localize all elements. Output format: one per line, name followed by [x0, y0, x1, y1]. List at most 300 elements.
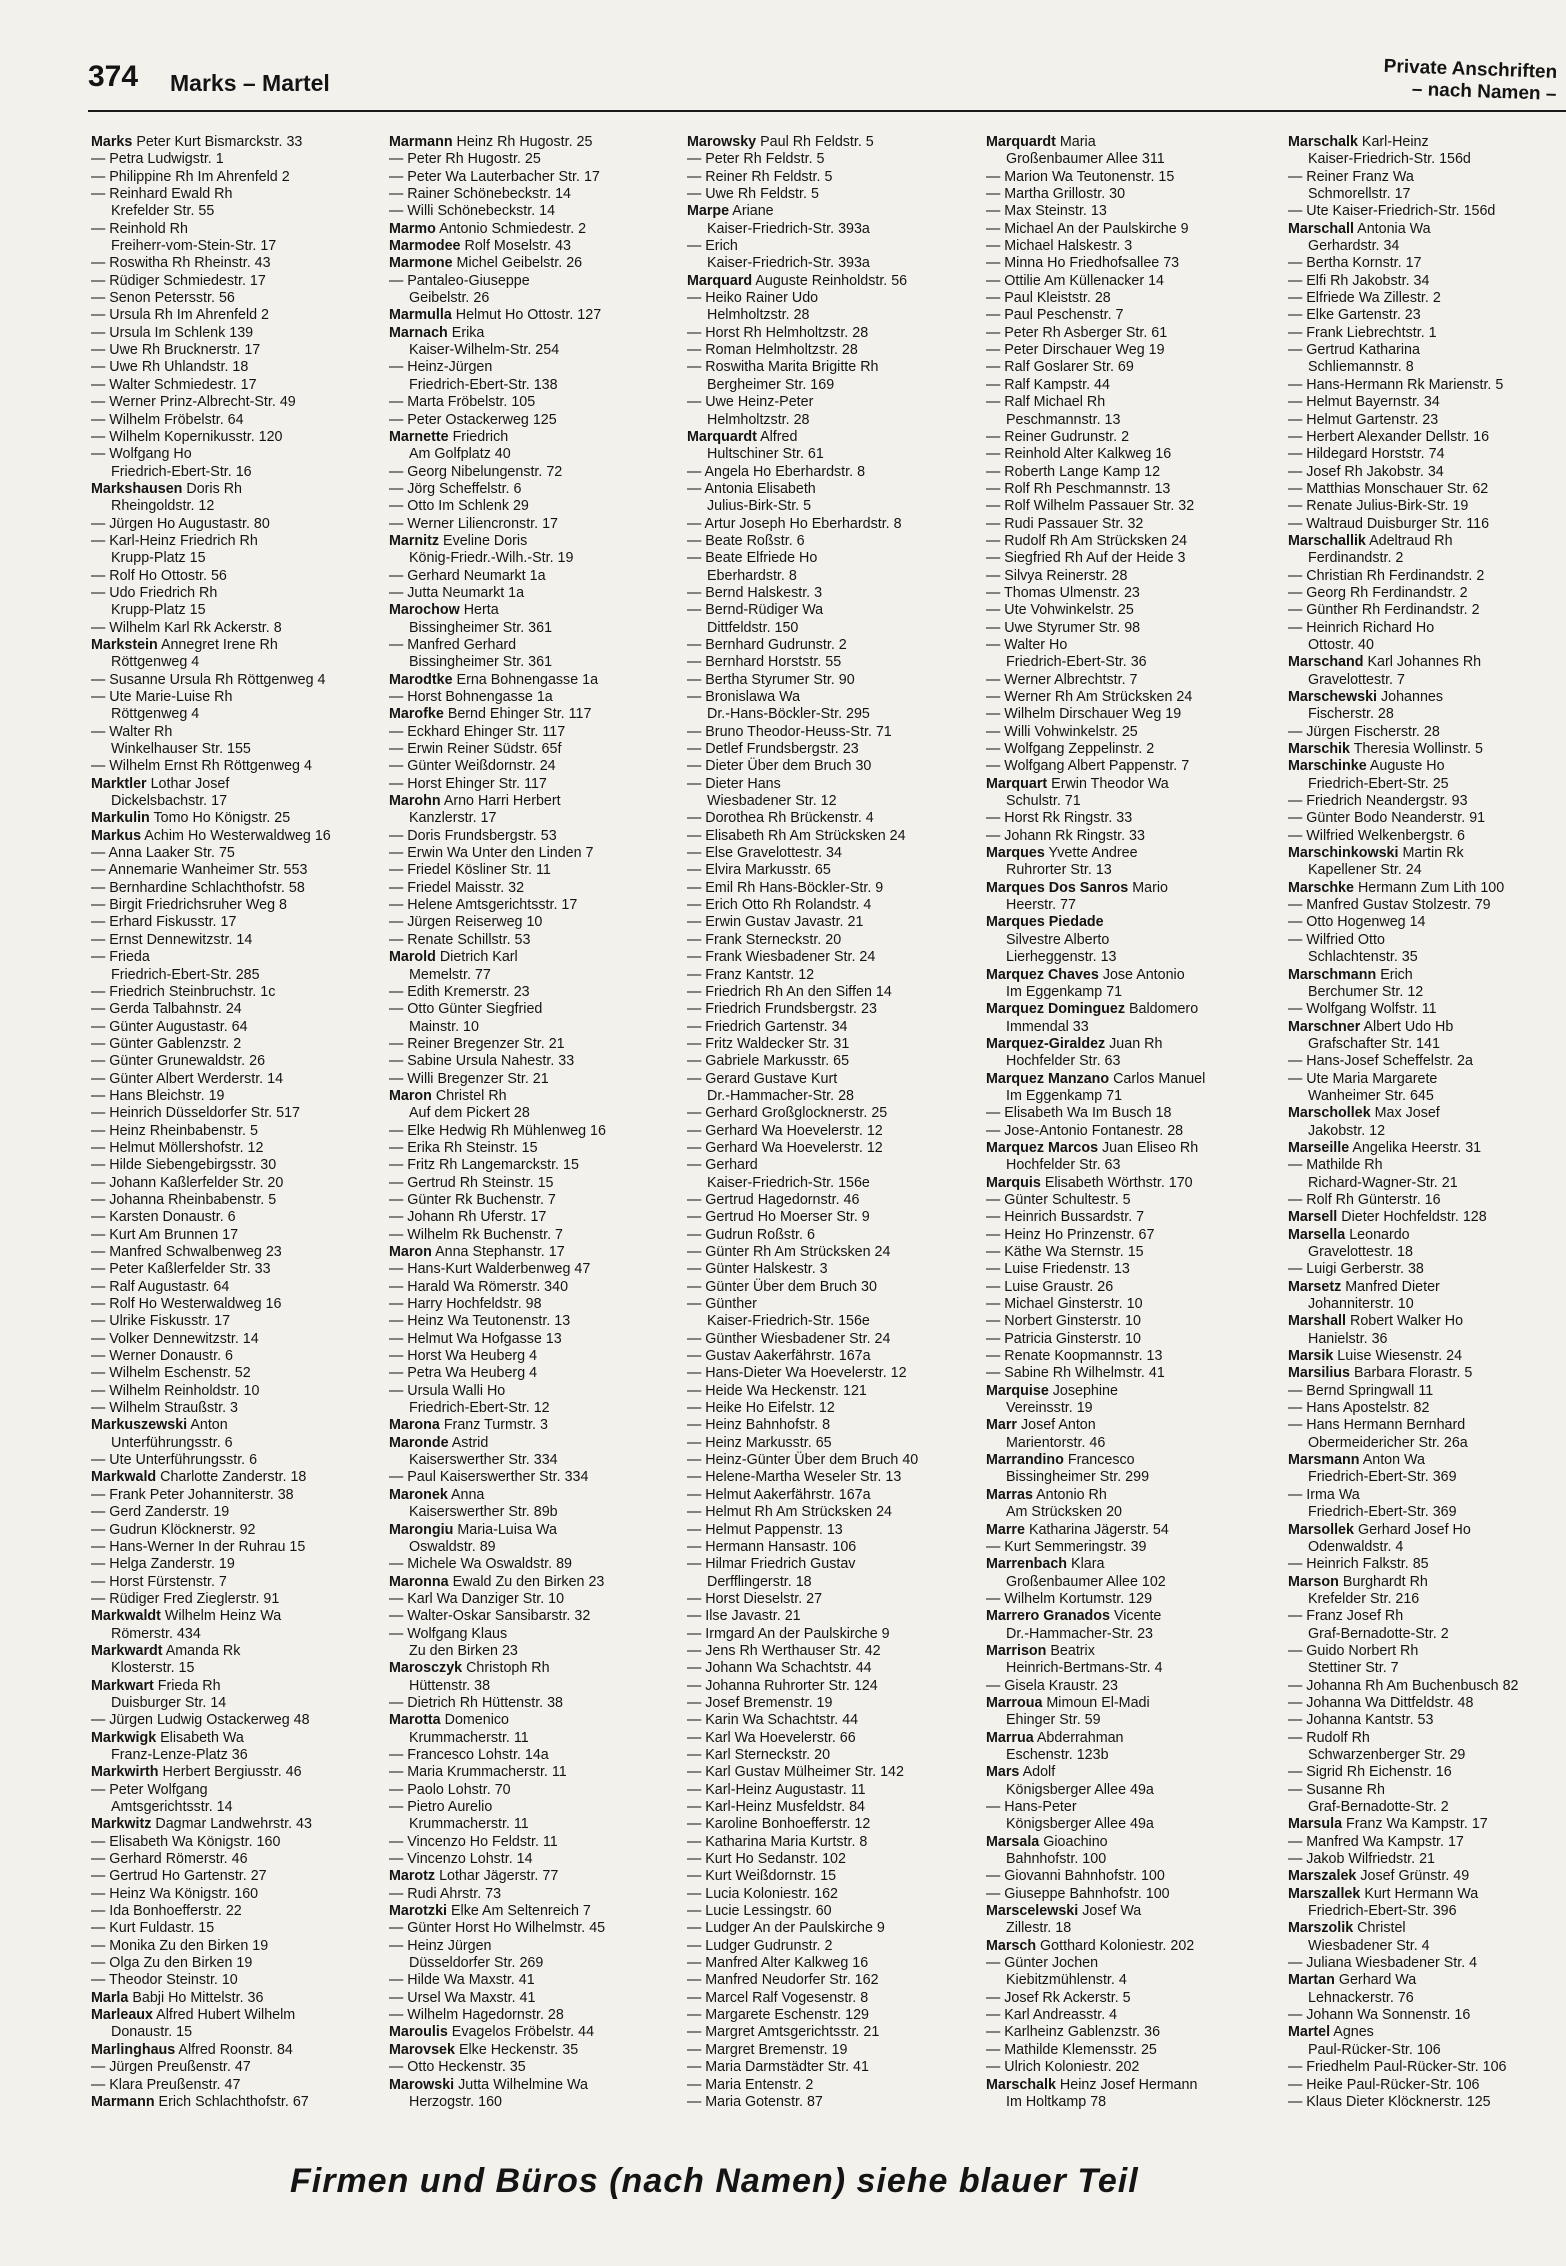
entry-text: — Gertrud Ho Gartenstr. 27	[91, 1868, 267, 1885]
entry-text: — Horst Wa Heuberg 4	[389, 1348, 538, 1365]
entry-text: Antonio Rh	[1036, 1486, 1107, 1503]
entry-text: Frieda Rh	[157, 1677, 221, 1694]
directory-column-2	[389, 134, 689, 2144]
entry-surname: Marosczyk	[389, 1660, 463, 1677]
entry-surname-line	[986, 1903, 1286, 1920]
entry-text: — Beate Elfriede Ho	[687, 550, 818, 567]
entry-surname: Marschinke	[1288, 758, 1367, 775]
entry-line	[986, 1955, 1286, 1972]
entry-line	[91, 169, 391, 186]
directory-column-4	[986, 134, 1286, 2144]
entry-line	[91, 1868, 391, 1885]
entry-text: Domenico	[444, 1712, 509, 1729]
entry-text: — Heinrich Falkstr. 85	[1288, 1556, 1429, 1573]
entry-text: — Heinz Markusstr. 65	[687, 1434, 832, 1451]
entry-line	[687, 1955, 987, 1972]
entry-line	[91, 273, 391, 290]
entry-line	[389, 1920, 689, 1937]
entry-surname: Marleaux	[91, 2007, 153, 2024]
footer-note: Firmen und Büros (nach Namen) siehe blauer Teil	[290, 2162, 1139, 2200]
entry-text: — Paul Kleiststr. 28	[986, 290, 1111, 307]
entry-text: Herbert Bergiusstr. 46	[162, 1764, 302, 1781]
entry-surname-line	[1288, 880, 1566, 897]
entry-text: — Gerhard Neumarkt 1a	[389, 567, 546, 584]
entry-line	[389, 1469, 689, 1486]
entry-text: — Renate Koopmannstr. 13	[986, 1348, 1163, 1365]
entry-text: — Hans-Dieter Wa Hoevelerstr. 12	[687, 1365, 907, 1382]
entry-text: Amanda Rk	[165, 1642, 241, 1659]
entry-line	[986, 429, 1286, 446]
entry-line	[986, 2042, 1286, 2059]
entry-line	[986, 724, 1286, 741]
entry-text: — Ernst Dennewitzstr. 14	[91, 931, 253, 948]
directory-columns	[88, 134, 1566, 2144]
entry-address-line: Berchumer Str. 12	[1308, 983, 1424, 1000]
entry-line	[91, 897, 391, 914]
entry-surname: Markstein	[91, 636, 158, 653]
entry-line	[687, 724, 987, 741]
entry-text: — Ursula Im Schlenk 139	[91, 324, 254, 341]
entry-line	[389, 203, 689, 220]
entry-text: — Günther Wiesbadener Str. 24	[687, 1330, 891, 1347]
entry-text: — Erika Rh Steinstr. 15	[389, 1139, 538, 1156]
entry-line	[91, 932, 391, 949]
entry-surname: Marquez Marcos	[986, 1139, 1099, 1156]
entry-text: — Josef Rk Ackerstr. 5	[986, 1989, 1131, 2006]
entry-text: Annegret Irene Rh	[160, 636, 278, 653]
entry-text: — Georg Rh Ferdinandstr. 2	[1288, 584, 1468, 601]
entry-address-line: Immendal 33	[1006, 1018, 1089, 1035]
entry-address-line: Im Eggenkamp 71	[1006, 983, 1123, 1000]
entry-text: — Monika Zu den Birken 19	[91, 1937, 269, 1954]
entry-text: — Wilhelm Ernst Rh Röttgenweg 4	[91, 758, 312, 775]
entry-text: — Günther Rh Ferdinandstr. 2	[1288, 602, 1480, 619]
entry-surname-line	[389, 1522, 689, 1539]
entry-line	[389, 1036, 689, 1053]
entry-line	[687, 1522, 987, 1539]
entry-line	[91, 1539, 391, 1556]
entry-text: — Gerd Zanderstr. 19	[91, 1504, 230, 1521]
entry-surname: Markwaldt	[91, 1608, 161, 1625]
entry-text: — Friedel Maisstr. 32	[389, 879, 525, 896]
entry-address-line: Grafschafter Str. 141	[1308, 1035, 1440, 1052]
entry-line	[687, 1157, 987, 1174]
entry-text: — Wolfgang Albert Pappenstr. 7	[986, 758, 1190, 775]
entry-text: — Günter Grunewaldstr. 26	[91, 1053, 266, 1070]
entry-line	[687, 1556, 987, 1573]
entry-line	[687, 1209, 987, 1226]
entry-text: — Horst Rk Ringstr. 33	[986, 810, 1133, 827]
entry-line	[687, 758, 987, 775]
entry-line	[1288, 377, 1566, 394]
entry-text: — Hans-Hermann Rk Marienstr. 5	[1288, 376, 1504, 393]
entry-text: — Doris Frundsbergstr. 53	[389, 827, 557, 844]
entry-surname-line	[389, 1088, 689, 1105]
entry-text: — Ralf Augustastr. 64	[91, 1278, 230, 1295]
entry-surname-line	[1288, 2024, 1566, 2041]
entry-surname-line	[389, 221, 689, 238]
entry-surname-line	[389, 602, 689, 619]
entry-address-line: Krummacherstr. 11	[409, 1816, 529, 1833]
entry-line	[91, 429, 391, 446]
entry-line	[1288, 2094, 1566, 2111]
entry-line	[91, 862, 391, 879]
entry-text: — Reinhard Ewald Rh	[91, 186, 233, 203]
entry-line	[91, 151, 391, 168]
entry-text: — Klara Preußenstr. 47	[91, 2076, 241, 2093]
entry-address-line: Schwarzenberger Str. 29	[1308, 1746, 1466, 1763]
entry-text: — Frank Peter Johanniterstr. 38	[91, 1486, 294, 1503]
entry-text: Elke Heckenstr. 35	[458, 2041, 579, 2058]
entry-text: — Ralf Kampstr. 44	[986, 376, 1110, 393]
entry-text: — Elfi Rh Jakobstr. 34	[1288, 272, 1430, 289]
entry-text: — Karl-Heinz Augustastr. 11	[687, 1781, 866, 1798]
entry-surname: Marquardt	[986, 134, 1056, 150]
entry-line	[986, 238, 1286, 255]
entry-address-line: Königsberger Allee 49a	[1006, 1816, 1154, 1833]
entry-text: Beatrix	[1050, 1642, 1095, 1659]
entry-surname-line	[986, 1556, 1286, 1573]
entry-text: — Maria Gotenstr. 87	[687, 2093, 823, 2110]
entry-text: — Ralf Goslarer Str. 69	[986, 359, 1134, 376]
entry-line	[91, 1972, 391, 1989]
entry-line	[91, 1175, 391, 1192]
entry-line	[1288, 1643, 1566, 1660]
entry-text: — Gertrud Rh Steinstr. 15	[389, 1174, 554, 1191]
entry-address-line: Kiebitzmühlenstr. 4	[1006, 1972, 1127, 1989]
entry-line	[687, 1487, 987, 1504]
entry-line	[687, 1105, 987, 1122]
entry-text: Ewald Zu den Birken 23	[452, 1573, 605, 1590]
entry-line	[389, 845, 689, 862]
entry-surname-line	[986, 1730, 1286, 1747]
entry-line	[986, 186, 1286, 203]
entry-line	[687, 1053, 987, 1070]
entry-line	[91, 1001, 391, 1018]
entry-text: — Karl Sterneckstr. 20	[687, 1746, 831, 1763]
entry-line	[687, 1695, 987, 1712]
entry-surname-line	[389, 1574, 689, 1591]
entry-text: — Kurt Weißdornstr. 15	[687, 1868, 837, 1885]
entry-text: — Marion Wa Teutonenstr. 15	[986, 168, 1175, 185]
entry-line	[91, 914, 391, 931]
entry-line	[389, 394, 689, 411]
entry-line	[986, 307, 1286, 324]
entry-text: — Günter Albert Werderstr. 14	[91, 1070, 284, 1087]
entry-line	[1288, 412, 1566, 429]
entry-surname-line	[986, 845, 1286, 862]
entry-line	[986, 828, 1286, 845]
entry-surname-line	[91, 1608, 391, 1625]
entry-surname-line	[986, 1417, 1286, 1434]
entry-line	[389, 498, 689, 515]
entry-text: Karl Johannes Rh	[1367, 654, 1482, 671]
entry-line	[687, 1383, 987, 1400]
entry-text: Christoph Rh	[466, 1660, 550, 1677]
entry-line	[91, 533, 391, 550]
entry-line	[986, 325, 1286, 342]
entry-text: — Ilse Javastr. 21	[687, 1608, 801, 1625]
entry-address-line: Geibelstr. 26	[409, 290, 490, 307]
entry-text: — Annemarie Wanheimer Str. 553	[91, 862, 308, 879]
entry-line	[91, 2059, 391, 2076]
entry-text: — Helene Amtsgerichtsstr. 17	[389, 897, 578, 914]
entry-line	[389, 1227, 689, 1244]
section-label-line1: Private Anschriften	[1383, 55, 1558, 83]
entry-address-line: Ehinger Str. 59	[1006, 1712, 1101, 1729]
entry-text: — Otto Heckenstr. 35	[389, 2059, 526, 2076]
entry-line	[687, 1712, 987, 1729]
entry-surname: Marmo	[389, 220, 436, 237]
entry-line	[687, 325, 987, 342]
entry-text: — Gertrud Hagedornstr. 46	[687, 1191, 860, 1208]
entry-surname-line	[389, 1244, 689, 1261]
entry-text: — Roswitha Marita Brigitte Rh	[687, 359, 879, 376]
entry-line	[986, 342, 1286, 359]
entry-address-line: Kaiser-Friedrich-Str. 156d	[1308, 151, 1471, 168]
entry-surname: Marohn	[389, 793, 441, 810]
entry-text: Albert Udo Hb	[1363, 1018, 1454, 1035]
entry-text: — Marcel Ralf Vogesenstr. 8	[687, 1989, 869, 2006]
entry-address-line: Kaiser-Friedrich-Str. 156e	[707, 1174, 870, 1191]
entry-line	[687, 880, 987, 897]
entry-text: — Helmut Aakerfährstr. 167a	[687, 1486, 871, 1503]
entry-text: — Mathilde Klemensstr. 25	[986, 2041, 1157, 2058]
entry-text: — Renate Schillstr. 53	[389, 931, 531, 948]
entry-text: — Peter Rh Feldstr. 5	[687, 151, 825, 168]
entry-surname-line	[1288, 533, 1566, 550]
entry-line	[1288, 1001, 1566, 1018]
entry-surname-line	[986, 914, 1286, 931]
entry-text: — Dieter Hans	[687, 775, 781, 792]
entry-line	[1288, 793, 1566, 810]
entry-surname-line	[389, 672, 689, 689]
entry-surname-line	[91, 637, 391, 654]
entry-text: — Gerhard Wa Hoevelerstr. 12	[687, 1122, 883, 1139]
entry-text: — Pantaleo-Giuseppe	[389, 272, 530, 289]
entry-line	[389, 1764, 689, 1781]
entry-surname: Markuszewski	[91, 1417, 188, 1434]
entry-text: — Jürgen Ho Augustastr. 80	[91, 515, 270, 532]
entry-surname-line	[91, 2042, 391, 2059]
entry-text: Burghardt Rh	[1342, 1573, 1428, 1590]
entry-text: — Hans Apostelstr. 82	[1288, 1400, 1430, 1417]
entry-text: — Frank Wiesbadener Str. 24	[687, 949, 876, 966]
entry-line	[389, 1296, 689, 1313]
entry-address-line: Am Golfplatz 40	[409, 446, 511, 463]
entry-address-line: Gravelottestr. 7	[1308, 671, 1405, 688]
entry-surname: Marquard	[687, 272, 753, 289]
entry-line	[389, 481, 689, 498]
entry-line	[986, 1539, 1286, 1556]
entry-text: — Helga Zanderstr. 19	[91, 1556, 235, 1573]
entry-surname-line	[687, 203, 987, 220]
entry-line	[91, 1123, 391, 1140]
entry-address-line: Mainstr. 10	[409, 1018, 479, 1035]
entry-line	[687, 984, 987, 1001]
entry-line	[389, 1972, 689, 1989]
entry-text: Erika	[451, 324, 485, 341]
entry-line	[687, 1730, 987, 1747]
entry-text: — Helmut Wa Hofgasse 13	[389, 1330, 562, 1347]
entry-text: Gerhard Josef Ho	[1357, 1521, 1471, 1538]
entry-line	[986, 464, 1286, 481]
entry-text: — Walter-Oskar Sansibarstr. 32	[389, 1608, 591, 1625]
entry-line	[389, 1209, 689, 1226]
entry-text: — Gerhard	[687, 1157, 758, 1174]
entry-surname-line	[986, 1036, 1286, 1053]
entry-text: — Erwin Gustav Javastr. 21	[687, 914, 864, 931]
entry-line	[389, 2059, 689, 2076]
entry-surname: Marold	[389, 949, 436, 966]
entry-line	[1288, 1834, 1566, 1851]
entry-text: — Käthe Wa Sternstr. 15	[986, 1244, 1144, 1260]
entry-line	[91, 1556, 391, 1573]
entry-text: Erna Bohnengasse 1a	[456, 671, 599, 688]
entry-text: — Patricia Ginsterstr. 10	[986, 1330, 1141, 1347]
entry-line	[986, 810, 1286, 827]
entry-line	[986, 1227, 1286, 1244]
entry-line	[687, 1920, 987, 1937]
entry-address-line: Peschmannstr. 13	[1006, 411, 1121, 428]
entry-text: — Hans-Josef Scheffelstr. 2a	[1288, 1053, 1473, 1070]
entry-surname: Martel	[1288, 2024, 1331, 2041]
entry-line	[687, 1747, 987, 1764]
entry-text: — Wilhelm Karl Rk Ackerstr. 8	[91, 619, 282, 636]
entry-text: — Otto Günter Siegfried	[389, 1001, 543, 1018]
entry-text: Yvette Andree	[1048, 845, 1138, 862]
entry-address-line: Helmholtzstr. 28	[707, 307, 810, 324]
entry-surname-line	[1288, 1574, 1566, 1591]
entry-surname: Marschollek	[1288, 1105, 1371, 1122]
entry-text: — Theodor Steinstr. 10	[91, 1972, 238, 1989]
entry-text: — Uwe Styrumer Str. 98	[986, 619, 1141, 636]
entry-line	[389, 1001, 689, 1018]
entry-surname-line	[1288, 134, 1566, 151]
entry-text: — Jürgen Preußenstr. 47	[91, 2059, 251, 2076]
entry-text: Abderrahman	[1036, 1729, 1124, 1746]
entry-text: Alfred Roonstr. 84	[178, 2041, 293, 2058]
entry-text: — Helmut Bayernstr. 34	[1288, 394, 1440, 411]
entry-line	[986, 689, 1286, 706]
entry-line	[1288, 1730, 1566, 1747]
entry-line	[986, 1244, 1286, 1261]
entry-surname-line	[389, 2077, 689, 2094]
entry-surname-line	[1288, 1313, 1566, 1330]
entry-text: — Günter Halskestr. 3	[687, 1261, 828, 1278]
entry-line	[389, 637, 689, 654]
entry-address-line: Friedrich-Ebert-Str. 369	[1308, 1504, 1457, 1521]
entry-text: — Guido Norbert Rh	[1288, 1642, 1419, 1659]
entry-surname-line	[1288, 1019, 1566, 1036]
entry-line	[91, 1487, 391, 1504]
entry-text: — Vincenzo Ho Feldstr. 11	[389, 1833, 558, 1850]
entry-line	[986, 377, 1286, 394]
entry-text: — Heinz Wa Königstr. 160	[91, 1885, 259, 1902]
entry-text: — Karl Gustav Mülheimer Str. 142	[687, 1764, 904, 1781]
entry-line	[389, 1591, 689, 1608]
entry-line	[687, 1903, 987, 1920]
entry-text: — Josef Rh Jakobstr. 34	[1288, 463, 1444, 480]
entry-line	[91, 1140, 391, 1157]
entry-surname-line	[389, 1660, 689, 1677]
entry-text: — Werner Liliencronstr. 17	[389, 515, 558, 532]
entry-text: — Franz Josef Rh	[1288, 1608, 1404, 1625]
entry-text: Herta	[463, 602, 499, 619]
entry-line	[687, 1469, 987, 1486]
entry-address-line: Bissingheimer Str. 361	[409, 619, 553, 636]
entry-line	[91, 1938, 391, 1955]
entry-surname-line	[389, 325, 689, 342]
entry-text: — Edith Kremerstr. 23	[389, 983, 530, 1000]
entry-surname-line	[91, 2007, 391, 2024]
page-range-title: Marks – Martel	[170, 70, 330, 96]
entry-text: — Friedrich Gartenstr. 34	[687, 1018, 848, 1035]
entry-surname: Marotta	[389, 1712, 441, 1729]
entry-text: — Harry Hochfeldstr. 98	[389, 1296, 542, 1313]
entry-line	[91, 1574, 391, 1591]
entry-text: — Olga Zu den Birken 19	[91, 1955, 253, 1972]
entry-surname: Marszalek	[1288, 1868, 1357, 1885]
entry-text: — Rolf Wilhelm Passauer Str. 32	[986, 498, 1195, 515]
entry-line	[389, 1053, 689, 1070]
entry-text: — Karsten Donaustr. 6	[91, 1209, 236, 1226]
entry-text: — Margret Amtsgerichtsstr. 21	[687, 2024, 880, 2041]
entry-line	[389, 1834, 689, 1851]
entry-text: Theresia Wollinstr. 5	[1353, 741, 1483, 758]
entry-line	[986, 602, 1286, 619]
entry-surname: Marras	[986, 1486, 1033, 1503]
entry-text: — Willi Vohwinkelstr. 25	[986, 723, 1138, 740]
entry-line	[389, 169, 689, 186]
entry-line	[1288, 1071, 1566, 1088]
entry-text: — Ralf Michael Rh	[986, 394, 1106, 411]
entry-line	[389, 1192, 689, 1209]
entry-line	[986, 1591, 1286, 1608]
entry-address-line: Heerstr. 77	[1006, 897, 1076, 914]
entry-line	[687, 1643, 987, 1660]
entry-line	[1288, 897, 1566, 914]
entry-address-line: Oswaldstr. 89	[409, 1538, 496, 1555]
entry-text: — Peter Dirschauer Weg 19	[986, 342, 1165, 359]
entry-line	[389, 1990, 689, 2007]
entry-text: — Heinz Jürgen	[389, 1937, 492, 1954]
entry-surname-line	[1288, 1348, 1566, 1365]
entry-line	[687, 550, 987, 567]
entry-surname: Marnach	[389, 324, 448, 341]
entry-text: Dietrich Karl	[439, 949, 518, 966]
entry-text: — Günter Weißdornstr. 24	[389, 758, 556, 775]
entry-text: — Elfriede Wa Zillestr. 2	[1288, 290, 1441, 307]
entry-text: Dieter Hochfeldstr. 128	[1341, 1209, 1487, 1226]
entry-address-line: Hochfelder Str. 63	[1006, 1157, 1121, 1174]
entry-address-line: Schliemannstr. 8	[1308, 359, 1414, 376]
entry-text: Rolf Moselstr. 43	[464, 238, 571, 255]
entry-line	[389, 412, 689, 429]
entry-address-line: Vereinsstr. 19	[1006, 1400, 1093, 1417]
entry-text: — Lucia Koloniestr. 162	[687, 1885, 839, 1902]
entry-surname-line	[91, 1643, 391, 1660]
entry-line	[389, 359, 689, 376]
entry-address-line: Unterführungsstr. 6	[111, 1434, 233, 1451]
entry-surname-line	[389, 706, 689, 723]
entry-text: — Susanne Ursula Rh Röttgenweg 4	[91, 671, 326, 688]
entry-line	[986, 359, 1286, 376]
entry-line	[389, 1608, 689, 1625]
entry-line	[986, 2007, 1286, 2024]
entry-line	[91, 186, 391, 203]
entry-text: — Kurt Ho Sedanstr. 102	[687, 1851, 846, 1868]
